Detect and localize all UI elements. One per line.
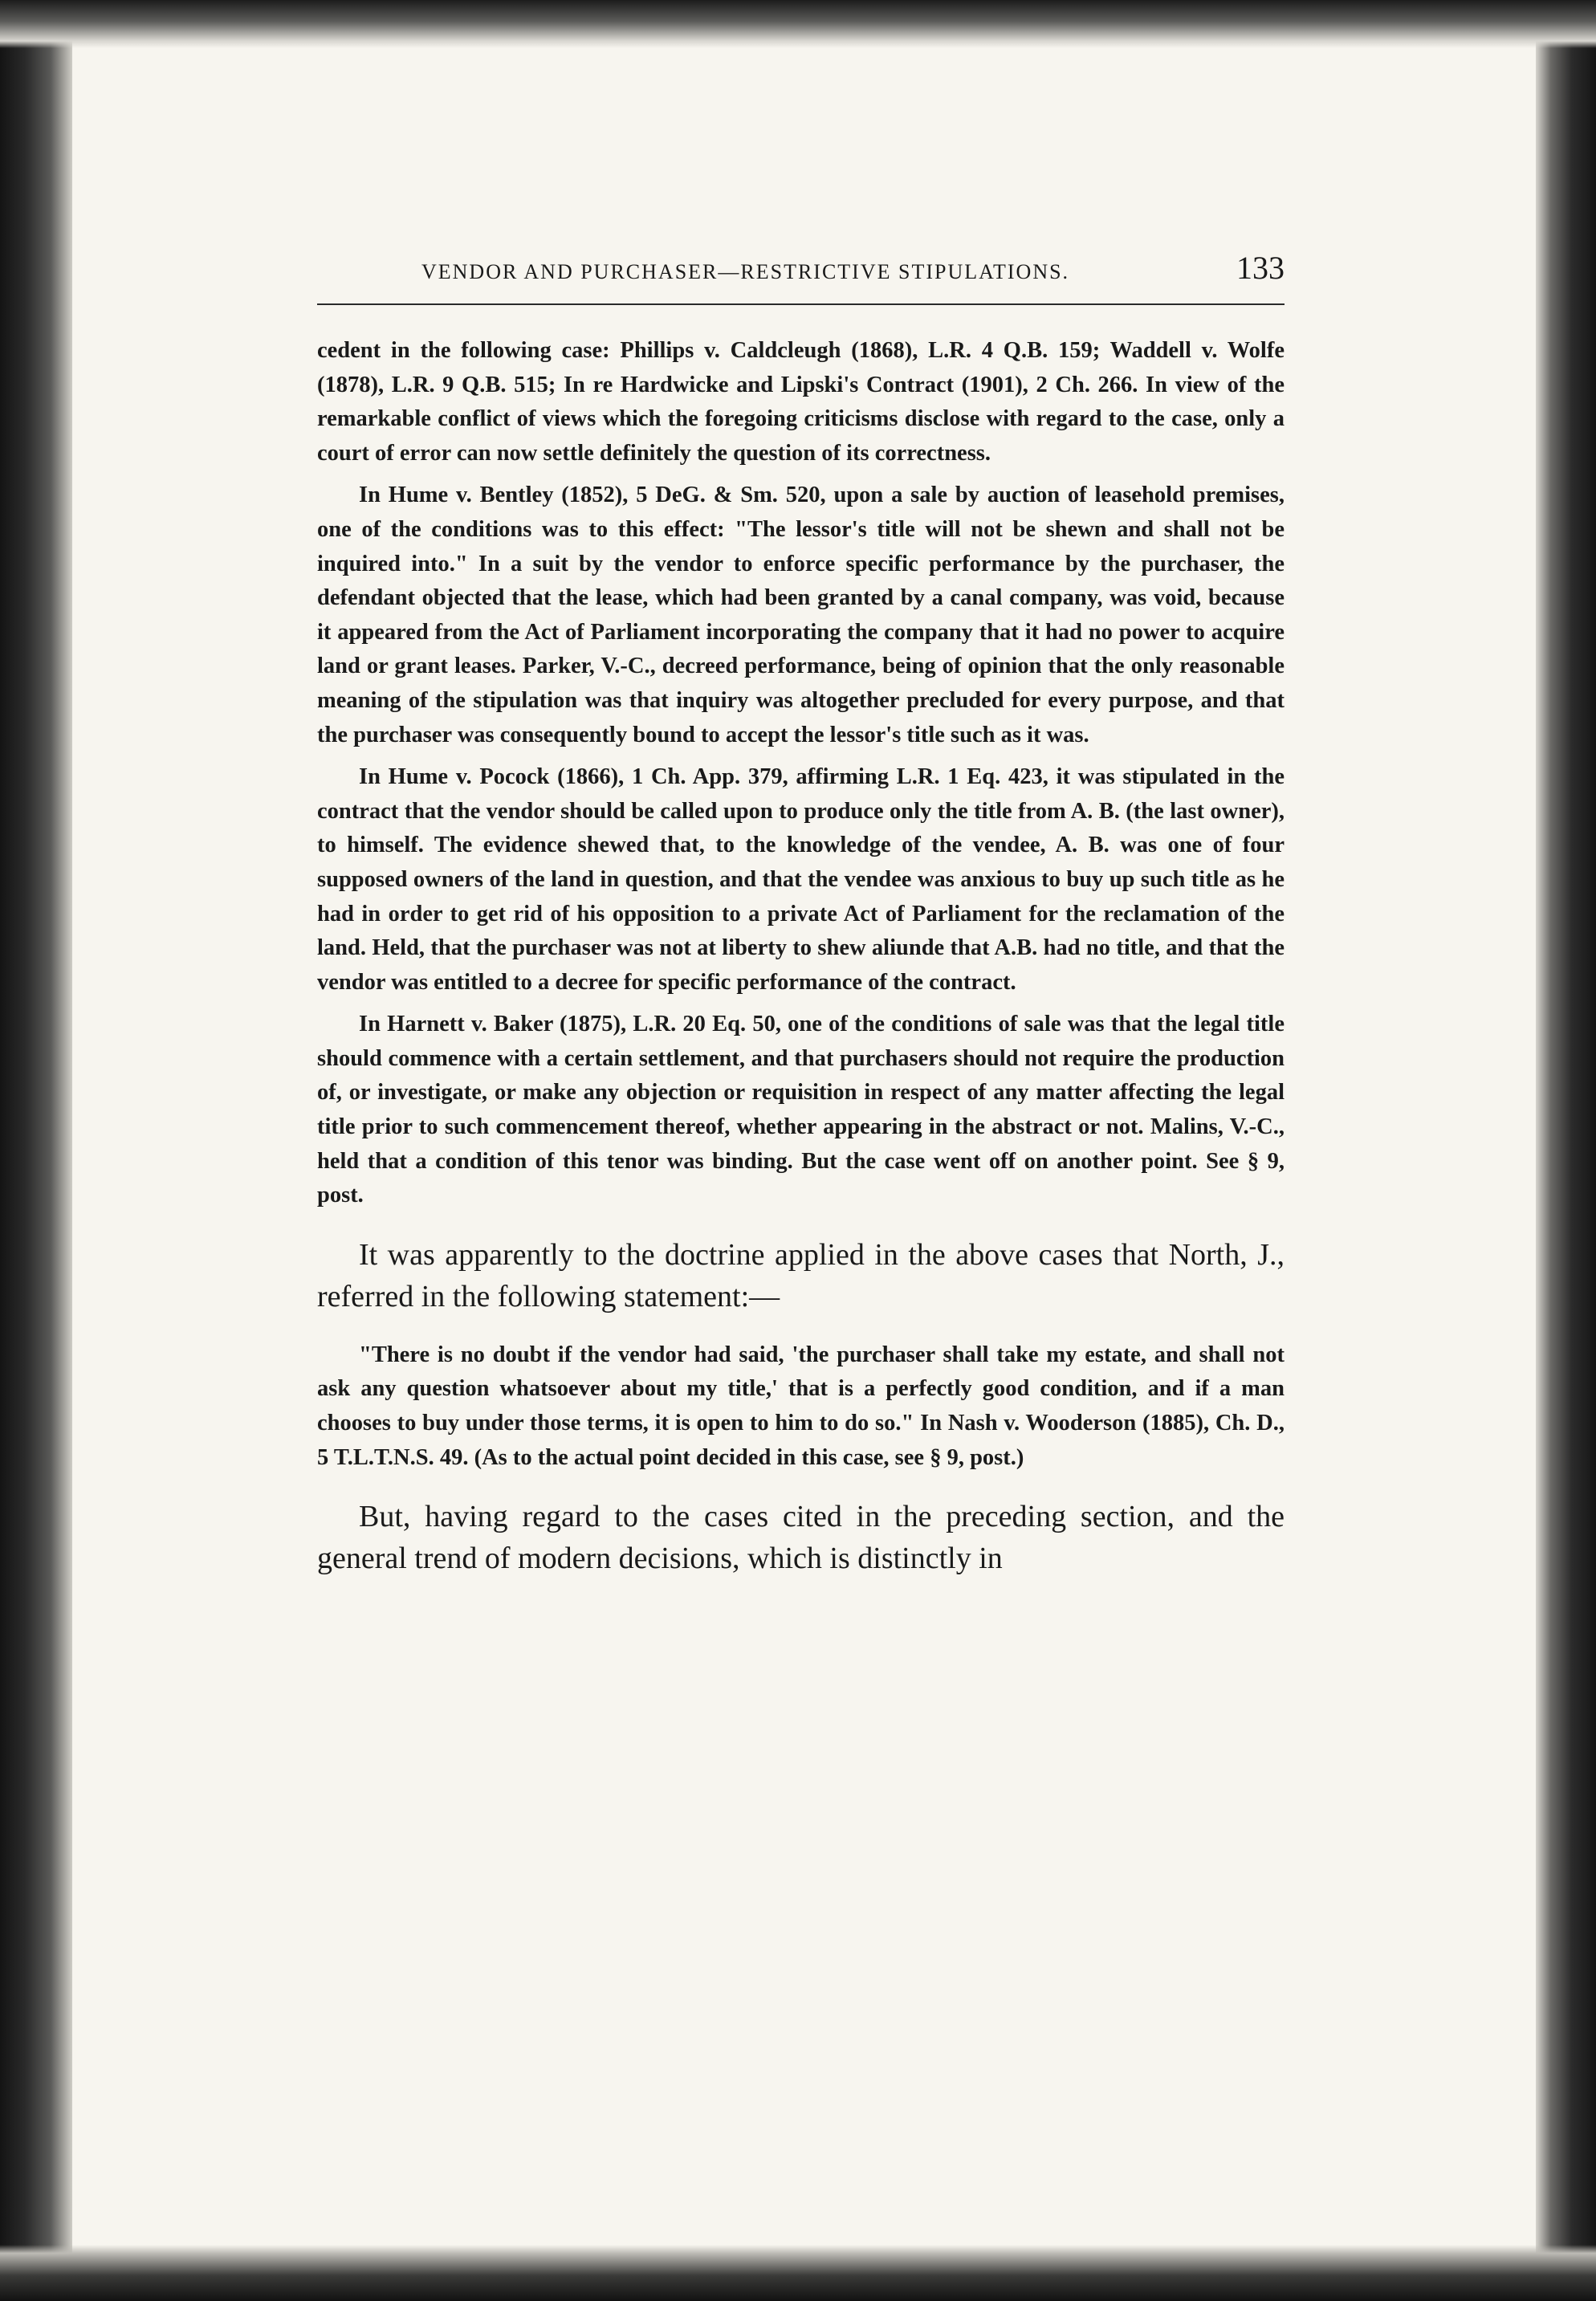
body-paragraph-2: But, having regard to the cases cited in the preceding section, and the general trend of modern decisions, which is distinctly in: [317, 1500, 1285, 1576]
scan-border-top: [0, 0, 1596, 48]
note-paragraph-2: In Hume v. Bentley (1852), 5 DeG. & Sm. 520, upon a sale by auction of leasehold premises, one of the conditions was to this effect: "The lessor's title will not be shewn and shall not be inquired into." In a suit by the vendor to enforce specific performance by the purchaser, the defendant objected that the lease, which had been granted by a canal company, was void, because it appeared from the Act of Parliament incorporating the company that it had no power to acquire land or grant leases. Parker, V.-C., decreed performance, being of opinion that the only reasonable meaning of the stipulation was that inquiry was altogether precluded for every purpose, and that the purchaser was consequently bound to accept the lessor's title such as it was.: [317, 483, 1285, 747]
running-head-title: VENDOR AND PURCHASER—RESTRICTIVE STIPULATIONS.: [421, 260, 1070, 283]
body-paragraph-1: It was apparently to the doctrine applied in the above cases that North, J., referred in the following statement:—: [317, 1237, 1285, 1313]
running-head: [317, 249, 1285, 297]
header-rule: [317, 303, 1285, 305]
quotation-block: [317, 1338, 1285, 1475]
note-paragraph-4: In Harnett v. Baker (1875), L.R. 20 Eq. 50, one of the conditions of sale was that the legal title should commence with a certain settlement, and that purchasers should not require the production of, or investigate, or make any objection or requisition in respect of any matter affecting the legal title prior to such commencement thereof, whether appearing in the abstract or not. Malins, V.-C., held that a condition of this tenor was binding. But the case went off on another point. See § 9, post.: [317, 1012, 1285, 1208]
scan-border-left: [0, 0, 72, 2301]
body-block-1: [317, 1234, 1285, 1317]
body-block-2: [317, 1496, 1285, 1579]
page-content: [317, 249, 1285, 1579]
scan-border-right: [1536, 0, 1596, 2301]
note-paragraph-3: In Hume v. Pocock (1866), 1 Ch. App. 379, affirming L.R. 1 Eq. 423, it was stipulated in the contract that the vendor should be called upon to produce only the title from A. B. (the last owner), to himself. The evidence shewed that, to the knowledge of the vendee, A. B. was one of four supposed owners of the land in question, and that the vendee was anxious to buy up such title as he had in order to get rid of his opposition to a private Act of Parliament for the reclamation of the land. Held, that the purchaser was not at liberty to shew aliunde that A.B. had no title, and that the vendor was entitled to a decree for specific performance of the contract.: [317, 764, 1285, 995]
note-paragraph-1: cedent in the following case: Phillips v. Caldcleugh (1868), L.R. 4 Q.B. 159; Waddell v. Wolfe (1878), L.R. 9 Q.B. 515; In re Hardwicke and Lipski's Contract (1901), 2 Ch. 266. In view of the remarkable conflict of views which the foregoing criticisms disclose with regard to the case, only a court of error can now settle definitely the question of its correctness.: [317, 338, 1285, 466]
note-block: [317, 334, 1285, 1213]
quotation-paragraph: "There is no doubt if the vendor had said, 'the purchaser shall take my estate, and shall not ask any question whatsoever about my title,' that is a perfectly good condition, and if a man chooses to buy under those terms, it is open to him to do so." In Nash v. Wooderson (1885), Ch. D., 5 T.L.T.N.S. 49. (As to the actual point decided in this case, see § 9, post.): [317, 1342, 1285, 1470]
page-number: 133: [1236, 250, 1285, 286]
scan-border-bottom: [0, 2245, 1596, 2301]
